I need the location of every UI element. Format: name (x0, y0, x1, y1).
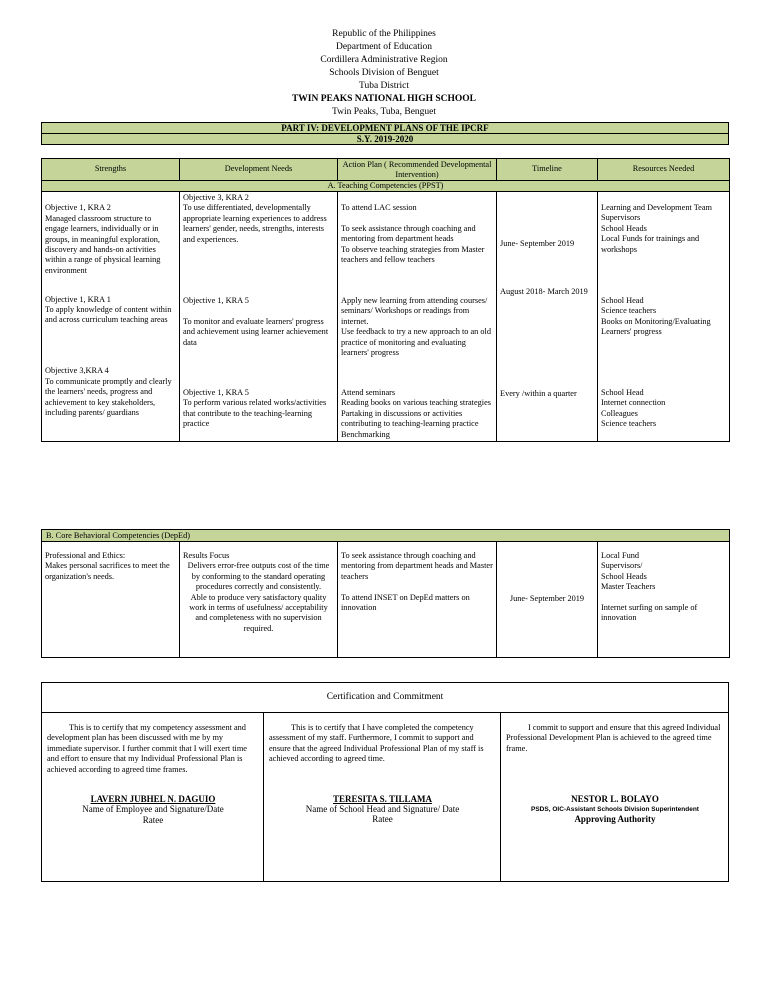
table-row (42, 542, 730, 658)
core-strength: Professional and Ethics: Makes personal sacrifices to meet the organization's needs. (42, 542, 180, 658)
employee-role: Name of Employee and Signature/Date (82, 804, 224, 815)
col-header-timeline: Timeline (497, 159, 598, 181)
table-row (42, 192, 730, 442)
employee-statement: This is to certify that my competency assessment and development plan has been discussed with me by my immediate supervisor. I further commit that I will exert time and effort to ensure that my Individual Professional Plan is achieved according to agreed time frames. (47, 723, 247, 774)
row3-action: Attend seminars Reading books on various teaching strategies Partaking in discussions or activities contributing to teaching-learning practice Benchmarking (341, 388, 492, 439)
core-resources: Local Fund Supervisors/ School Heads Master Teachers Internet surfing on sample of innovation (598, 542, 730, 658)
approver-role: Approving Authority (574, 813, 656, 824)
row2-strength: Objective 1, KRA 1 To apply knowledge of content within and across curriculum teaching areas (45, 294, 172, 325)
employee-column (42, 713, 264, 881)
col-header-development-needs: Development Needs (180, 159, 338, 181)
teaching-competencies-table (41, 158, 730, 442)
row2-need: Objective 1, KRA 5 To monitor and evaluate learners' progress and achievement using learner achievement data (183, 296, 329, 347)
approver-title: PSDS, OIC-Assistant Schools Division Superintendent (531, 805, 699, 813)
section-row-b (42, 530, 730, 542)
approver-statement: I commit to support and ensure that this agreed Individual Professional Development Plan is achieved to the agreed time frame. (506, 723, 721, 753)
school-head-column (264, 713, 501, 881)
approver-name: NESTOR L. BOLAYO (571, 794, 659, 805)
row3-timeline: Every /within a quarter (500, 389, 577, 398)
row2-action: Apply new learning from attending courses/ seminars/ Workshops or readings from internet. Use feedback to try a new approach to an old practice of monitoring and evaluating learners' progress (341, 296, 491, 358)
core-competencies-table (41, 529, 730, 658)
col-header-resources: Resources Needed (598, 159, 730, 181)
school-head-role: Name of School Head and Signature/ Date (305, 804, 460, 815)
school-head-name: TERESITA S. TILLAMA (333, 793, 432, 804)
row1-need: Objective 3, KRA 2 To use differentiated, developmentally appropriate learning experiences to address learners' gender, needs, strengths, interests and experiences. (183, 193, 327, 244)
school-year: S.Y. 2019-2020 (41, 133, 729, 145)
section-row-a (42, 181, 730, 192)
row2-timeline: August 2018- March 2019 (500, 287, 588, 296)
header-line-2: Department of Education (335, 42, 433, 52)
header-line-4: Schools Division of Benguet (329, 68, 439, 78)
certification-title: Certification and Commitment (42, 683, 728, 713)
row3-resources: School Head Internet connection Colleagues Science teachers (601, 388, 666, 429)
row1-action: To attend LAC session To seek assistance through coaching and mentoring from department heads To observe teaching strategies from Master teachers and fellow teachers (341, 203, 485, 265)
core-timeline: June- September 2019 (497, 542, 598, 658)
part-title: PART IV: DEVELOPMENT PLANS OF THE IPCRF (41, 122, 729, 134)
row1-resources: Learning and Development Team Supervisors School Heads Local Funds for trainings and workshops (601, 203, 713, 254)
core-need-title: Results Focus (183, 551, 230, 560)
core-need-body: Delivers error-free outputs cost of the time by conforming to the standard operating procedures correctly and consistently. Able to produce very satisfactory quality work in terms of usefulness/ acceptability and completeness with no supervision required. (187, 561, 330, 633)
employee-ratee: Ratee (142, 814, 164, 825)
school-address: Twin Peaks, Tuba, Benguet (331, 107, 437, 117)
header-line-1: Republic of the Philippines (332, 29, 436, 39)
document-header (0, 28, 768, 119)
school-head-ratee: Ratee (372, 814, 393, 825)
employee-name: LAVERN JUBHEL N. DAGUIO (90, 794, 216, 805)
row3-strength: Objective 3,KRA 4 To communicate promptly and clearly the learners' needs, progress and achievement to key stakeholders, including parents/ guardians (45, 366, 172, 417)
header-line-3: Cordillera Administrative Region (320, 55, 448, 65)
approver-column (501, 713, 728, 881)
core-action: To seek assistance through coaching and mentoring from department heads and Master teachers To attend INSET on DepEd matters on innovation (338, 542, 497, 658)
col-header-strengths: Strengths (42, 159, 180, 181)
row1-strength: Objective 1, KRA 2 Managed classroom structure to engage learners, individually or in groups, in meaningful exploration, discovery and hands-on activities within a range of physical learning environment (45, 203, 161, 275)
col-header-action-plan: Action Plan ( Recommended Developmental Intervention) (338, 159, 497, 181)
row1-timeline: June- September 2019 (500, 239, 575, 248)
header-line-5: Tuba District (358, 81, 410, 91)
table-header-row (42, 159, 730, 181)
section-label-b: B. Core Behavioral Competencies (DepEd) (42, 530, 730, 542)
row3-need: Objective 1, KRA 5 To perform various related works/activities that contribute to the teaching-learning practice (183, 388, 327, 429)
school-head-statement: This is to certify that I have completed the competency assessment of my staff. Furthermore, I commit to support and ensure that the agreed Individual Professional Plan of my staff is achieved according to agreed time. (269, 723, 484, 764)
section-label-a: A. Teaching Competencies (PPST) (42, 181, 730, 192)
row2-resources: School Head Science teachers Books on Monitoring/Evaluating Learners' progress (601, 296, 711, 337)
certification-box (41, 682, 729, 882)
school-name: TWIN PEAKS NATIONAL HIGH SCHOOL (291, 94, 477, 104)
